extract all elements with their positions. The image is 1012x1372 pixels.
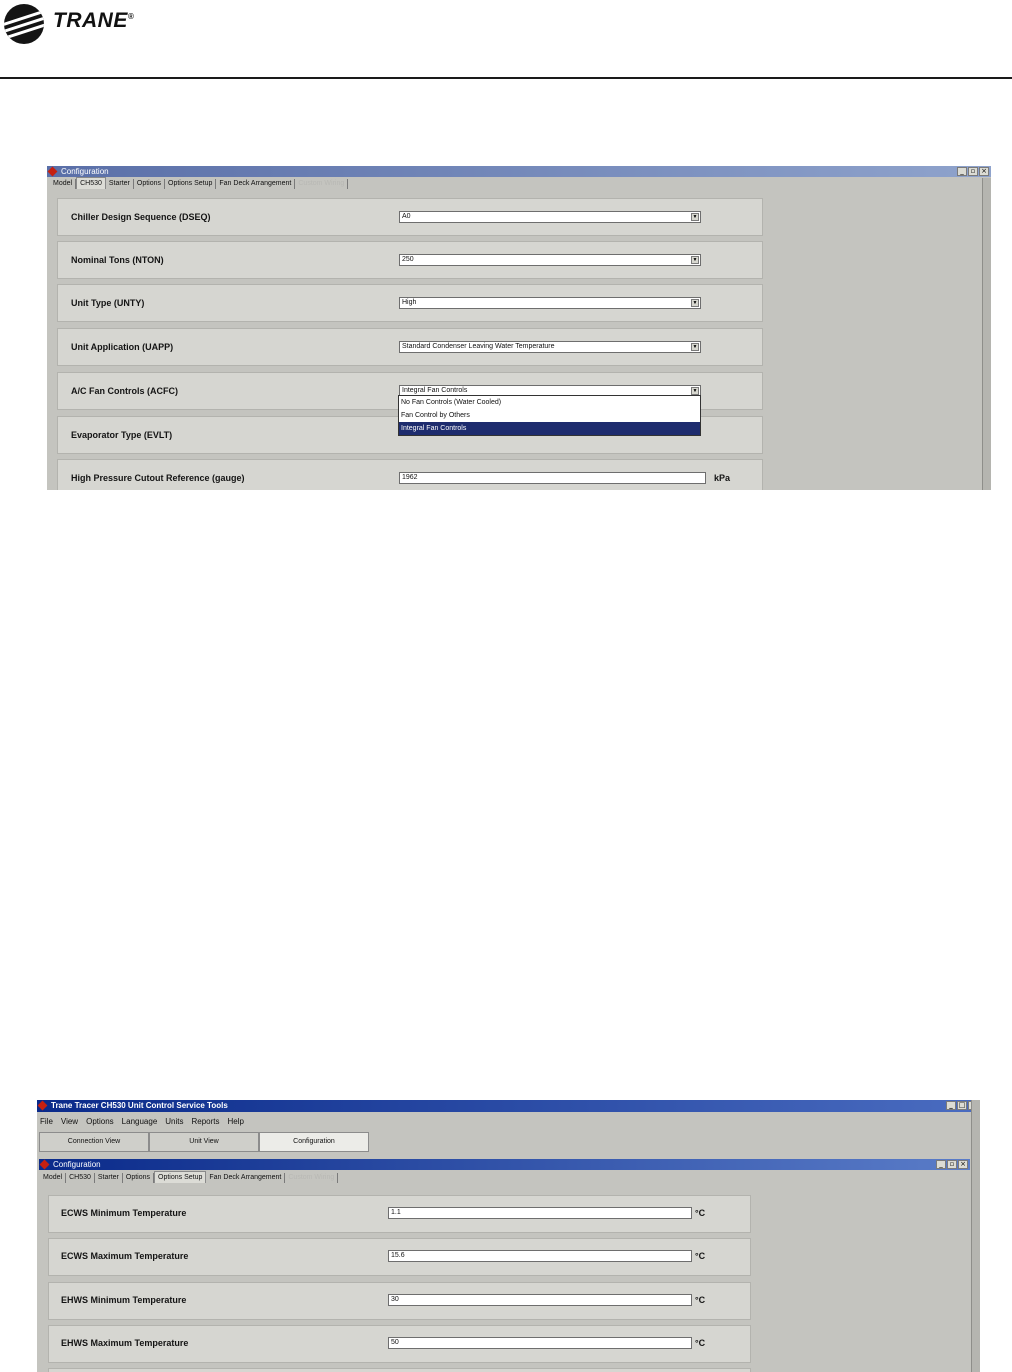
menu-language[interactable]: Language [121,1117,158,1126]
setting-label: Evaporator Type (EVLT) [71,430,173,440]
setting-row [48,1325,751,1363]
close-button[interactable]: × [958,1160,968,1169]
setting-label: A/C Fan Controls (ACFC) [71,386,178,396]
setting-value: A0 [402,213,411,220]
header-divider [0,77,1012,79]
setting-label: EHWS Minimum Temperature [61,1295,187,1305]
app-icon [48,167,58,177]
restore-button[interactable]: ▫ [968,167,978,176]
maximize-button[interactable]: □ [958,1101,966,1109]
setting-input[interactable] [388,1337,692,1349]
setting-row [48,1195,751,1233]
tab-ch530[interactable]: CH530 [66,1173,95,1183]
app-titlebar [37,1100,980,1112]
tab-starter[interactable]: Starter [95,1173,123,1183]
service-tools-screenshot-options-setup [37,1100,980,1372]
setting-label: ECWS Minimum Temperature [61,1208,187,1218]
view-tab-connection-view[interactable]: Connection View [39,1132,149,1152]
dropdown-arrow-icon[interactable]: ▼ [692,388,698,394]
setting-input[interactable] [388,1250,692,1262]
app-title: Trane Tracer CH530 Unit Control Service Tools [51,1101,228,1110]
setting-dropdown[interactable] [399,211,701,223]
setting-value: 30 [391,1296,399,1303]
unit-label: °C [695,1251,706,1261]
setting-row [57,328,763,366]
tab-custom-wiring: Custom Wiring [295,179,348,189]
trane-logo-icon [4,4,44,44]
setting-row [48,1368,751,1372]
setting-row [48,1282,751,1320]
configuration-titlebar [47,166,991,177]
dropdown-option[interactable]: Integral Fan Controls [399,422,700,435]
setting-value: 250 [402,256,414,263]
setting-label: Chiller Design Sequence (DSEQ) [71,212,211,222]
menu-help[interactable]: Help [227,1117,244,1126]
tab-options-setup[interactable]: Options Setup [154,1171,206,1183]
close-button[interactable]: × [979,167,989,176]
dropdown-arrow-icon[interactable]: ▼ [692,344,698,350]
minimize-button[interactable]: _ [936,1160,946,1169]
tab-fan-deck-arrangement[interactable]: Fan Deck Arrangement [216,179,295,189]
configuration-tabs [47,177,991,189]
setting-label: High Pressure Cutout Reference (gauge) [71,473,245,483]
tab-options[interactable]: Options [123,1173,154,1183]
tab-options-setup[interactable]: Options Setup [165,179,216,189]
setting-label: Unit Type (UNTY) [71,298,145,308]
dropdown-arrow-icon[interactable]: ▼ [692,257,698,263]
page-header [0,0,1012,80]
setting-label: ECWS Maximum Temperature [61,1251,189,1261]
fan-controls-dropdown-list[interactable] [398,395,701,436]
setting-value: 15.6 [391,1252,405,1259]
configuration-title: Configuration [61,167,109,176]
setting-input[interactable] [399,472,706,484]
dropdown-option[interactable]: Fan Control by Others [401,412,470,419]
brand-wordmark: TRANE® [53,9,135,32]
tab-model[interactable]: Model [40,1173,66,1183]
setting-value: Integral Fan Controls [402,387,468,394]
view-tab-unit-view[interactable]: Unit View [149,1132,259,1152]
unit-label: °C [695,1338,706,1348]
menu-view[interactable]: View [60,1117,79,1126]
setting-input[interactable] [388,1294,692,1306]
view-tab-configuration[interactable]: Configuration [259,1132,369,1152]
dropdown-arrow-icon[interactable]: ▼ [692,214,698,220]
setting-row [57,198,763,236]
tab-ch530[interactable]: CH530 [76,177,106,189]
setting-label: Nominal Tons (NTON) [71,255,164,265]
app-icon [38,1101,48,1111]
configuration-title: Configuration [53,1160,101,1169]
setting-value: Standard Condenser Leaving Water Temperature [402,343,555,350]
restore-button[interactable]: ▫ [947,1160,957,1169]
menu-bar [37,1115,980,1128]
setting-value: 1962 [402,474,418,481]
setting-label: Unit Application (UAPP) [71,342,174,352]
tab-model[interactable]: Model [50,179,76,189]
setting-value: High [402,299,417,306]
dropdown-option[interactable]: No Fan Controls (Water Cooled) [401,399,502,406]
minimize-button[interactable]: _ [957,167,967,176]
menu-options[interactable]: Options [86,1117,114,1126]
view-tabs [39,1132,980,1152]
setting-value: 1.1 [391,1209,401,1216]
setting-dropdown[interactable] [399,297,701,309]
menu-units[interactable]: Units [165,1117,184,1126]
tab-starter[interactable]: Starter [106,179,134,189]
setting-row [57,241,763,279]
menu-reports[interactable]: Reports [191,1117,220,1126]
unit-label: °C [695,1208,706,1218]
tab-options[interactable]: Options [134,179,165,189]
scrollbar[interactable] [971,1100,980,1372]
configuration-screenshot-ch530 [47,166,991,490]
minimize-button[interactable]: _ [946,1101,956,1110]
menu-file[interactable]: File [40,1117,53,1126]
setting-row [48,1238,751,1276]
setting-dropdown[interactable] [399,341,701,353]
unit-label: kPa [714,473,731,483]
setting-dropdown[interactable] [399,254,701,266]
scrollbar[interactable] [982,178,991,490]
setting-label: EHWS Maximum Temperature [61,1338,189,1348]
unit-label: °C [695,1295,706,1305]
setting-value: 50 [391,1339,399,1346]
config-icon [40,1160,50,1170]
tab-fan-deck-arrangement[interactable]: Fan Deck Arrangement [206,1173,285,1183]
configuration-titlebar [39,1159,970,1170]
tab-custom-wiring: Custom Wiring [285,1173,338,1183]
dropdown-arrow-icon[interactable]: ▼ [692,300,698,306]
setting-input[interactable] [388,1207,692,1219]
setting-row [57,459,763,490]
setting-row [57,284,763,322]
configuration-tabs [37,1171,980,1183]
